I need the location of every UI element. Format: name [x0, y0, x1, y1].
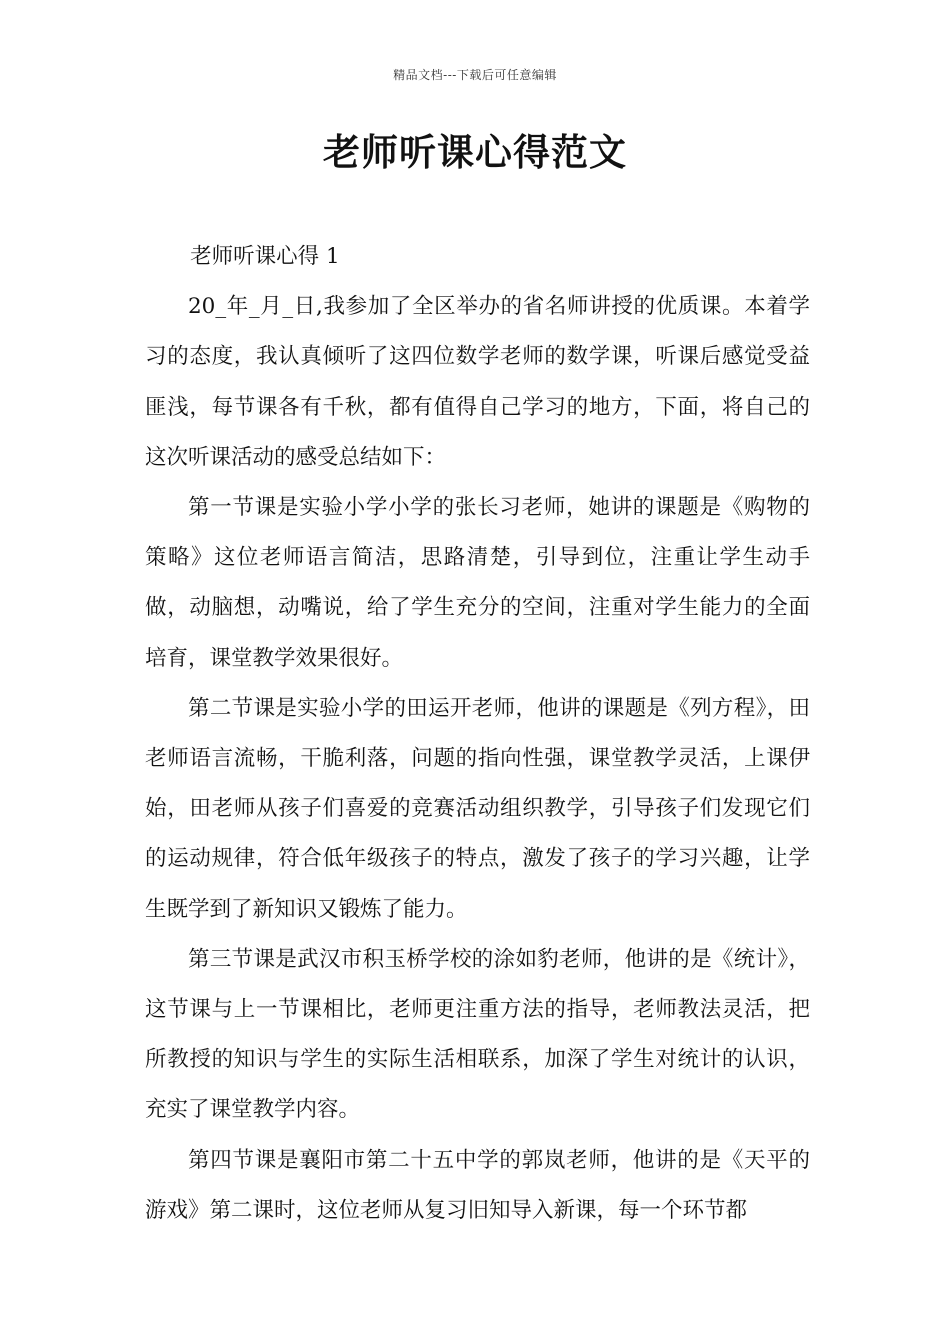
paragraph-lesson-3: 第三节课是武汉市积玉桥学校的涂如豹老师，他讲的是《统计》，这节课与上一节课相比，老师更注重方法的指导，老师教法灵活，把所教授的知识与学生的实际生活相联系，加深了学生对统计的认识，充实了课堂教学内容。: [145, 946, 810, 1123]
document-body: [145, 232, 810, 1236]
paragraph-intro: 20_年_月_日,我参加了全区举办的省名师讲授的优质课。本着学习的态度，我认真倾听了这四位数学老师的数学课，听课后感觉受益匪浅，每节课各有千秋，都有值得自己学习的地方，下面，将自己的这次听课活动的感受总结如下：: [145, 294, 810, 470]
section-label: 老师听课心得 1: [190, 244, 340, 269]
paragraph-lesson-2: 第二节课是实验小学的田运开老师，他讲的课题是《列方程》，田老师语言流畅，干脆利落，问题的指向性强，课堂教学灵活，上课伊始，田老师从孩子们喜爱的竞赛活动组织教学，引导孩子们发现它们的运动规律，符合低年级孩子的特点，激发了孩子的学习兴趣，让学生既学到了新知识又锻炼了能力。: [145, 695, 810, 922]
header-note: 精品文档---下载后可任意编辑: [393, 68, 557, 82]
paragraph-lesson-4: 第四节课是襄阳市第二十五中学的郭岚老师，他讲的是《天平的游戏》第二课时，这位老师从复习旧知导入新课，每一个环节都: [145, 1147, 810, 1223]
paragraph-lesson-1: 第一节课是实验小学小学的张长习老师，她讲的课题是《购物的策略》这位老师语言简洁，思路清楚，引导到位，注重让学生动手做，动脑想，动嘴说，给了学生充分的空间，注重对学生能力的全面培育，课堂教学效果很好。: [145, 495, 810, 671]
document-title: 老师听课心得范文: [323, 131, 627, 174]
